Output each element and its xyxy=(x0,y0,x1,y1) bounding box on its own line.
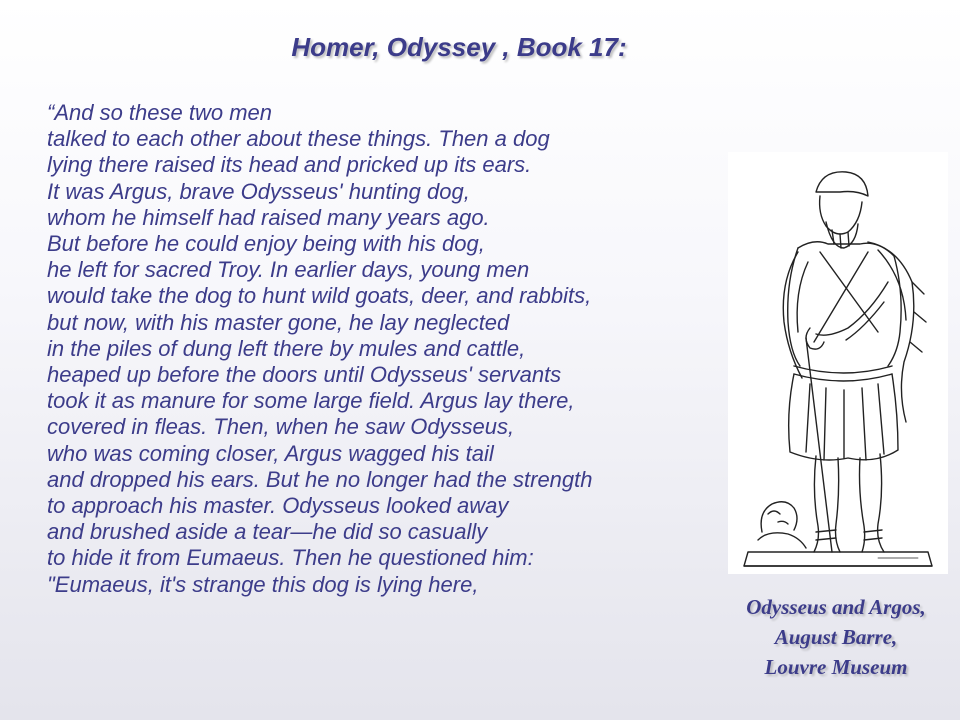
passage-line: to approach his master. Odysseus looked away xyxy=(47,493,509,519)
image-caption xyxy=(712,592,960,682)
passage-line: he left for sacred Troy. In earlier days, young men xyxy=(47,257,530,283)
passage-line: But before he could enjoy being with his dog, xyxy=(47,231,485,257)
passage-line: It was Argus, brave Odysseus' hunting dog, xyxy=(47,178,470,204)
passage-line: but now, with his master gone, he lay neglected xyxy=(47,309,510,335)
passage-line: took it as manure for some large field. Argus lay there, xyxy=(47,388,575,414)
passage-line: "Eumaeus, it's strange this dog is lying here, xyxy=(47,571,479,597)
caption-line: August Barre, xyxy=(774,625,898,649)
statue-drawing-icon xyxy=(728,152,948,574)
slide-title: Homer, Odyssey , Book 17: xyxy=(291,32,627,62)
passage-line: heaped up before the doors until Odysseus' servants xyxy=(47,362,562,388)
passage-line: “And so these two men xyxy=(47,100,273,125)
caption-line: Odysseus and Argos, xyxy=(746,595,926,619)
passage-line: to hide it from Eumaeus. Then he questioned him: xyxy=(47,545,534,571)
passage-line: and brushed aside a tear—he did so casually xyxy=(47,519,488,545)
statue-illustration xyxy=(728,152,948,574)
passage-line: talked to each other about these things. Then a dog xyxy=(47,126,550,152)
passage-line: lying there raised its head and pricked up its ears. xyxy=(47,152,532,178)
passage-line: would take the dog to hunt wild goats, deer, and rabbits, xyxy=(47,283,592,309)
passage-line: in the piles of dung left there by mules and cattle, xyxy=(47,335,526,361)
passage-line: whom he himself had raised many years ago. xyxy=(47,204,490,230)
passage-line: and dropped his ears. But he no longer had the strength xyxy=(47,466,593,492)
passage-line: who was coming closer, Argus wagged his tail xyxy=(47,440,494,466)
caption-line: Louvre Museum xyxy=(764,655,908,679)
passage-line: covered in fleas. Then, when he saw Odysseus, xyxy=(47,414,515,440)
poem-passage xyxy=(47,100,737,598)
